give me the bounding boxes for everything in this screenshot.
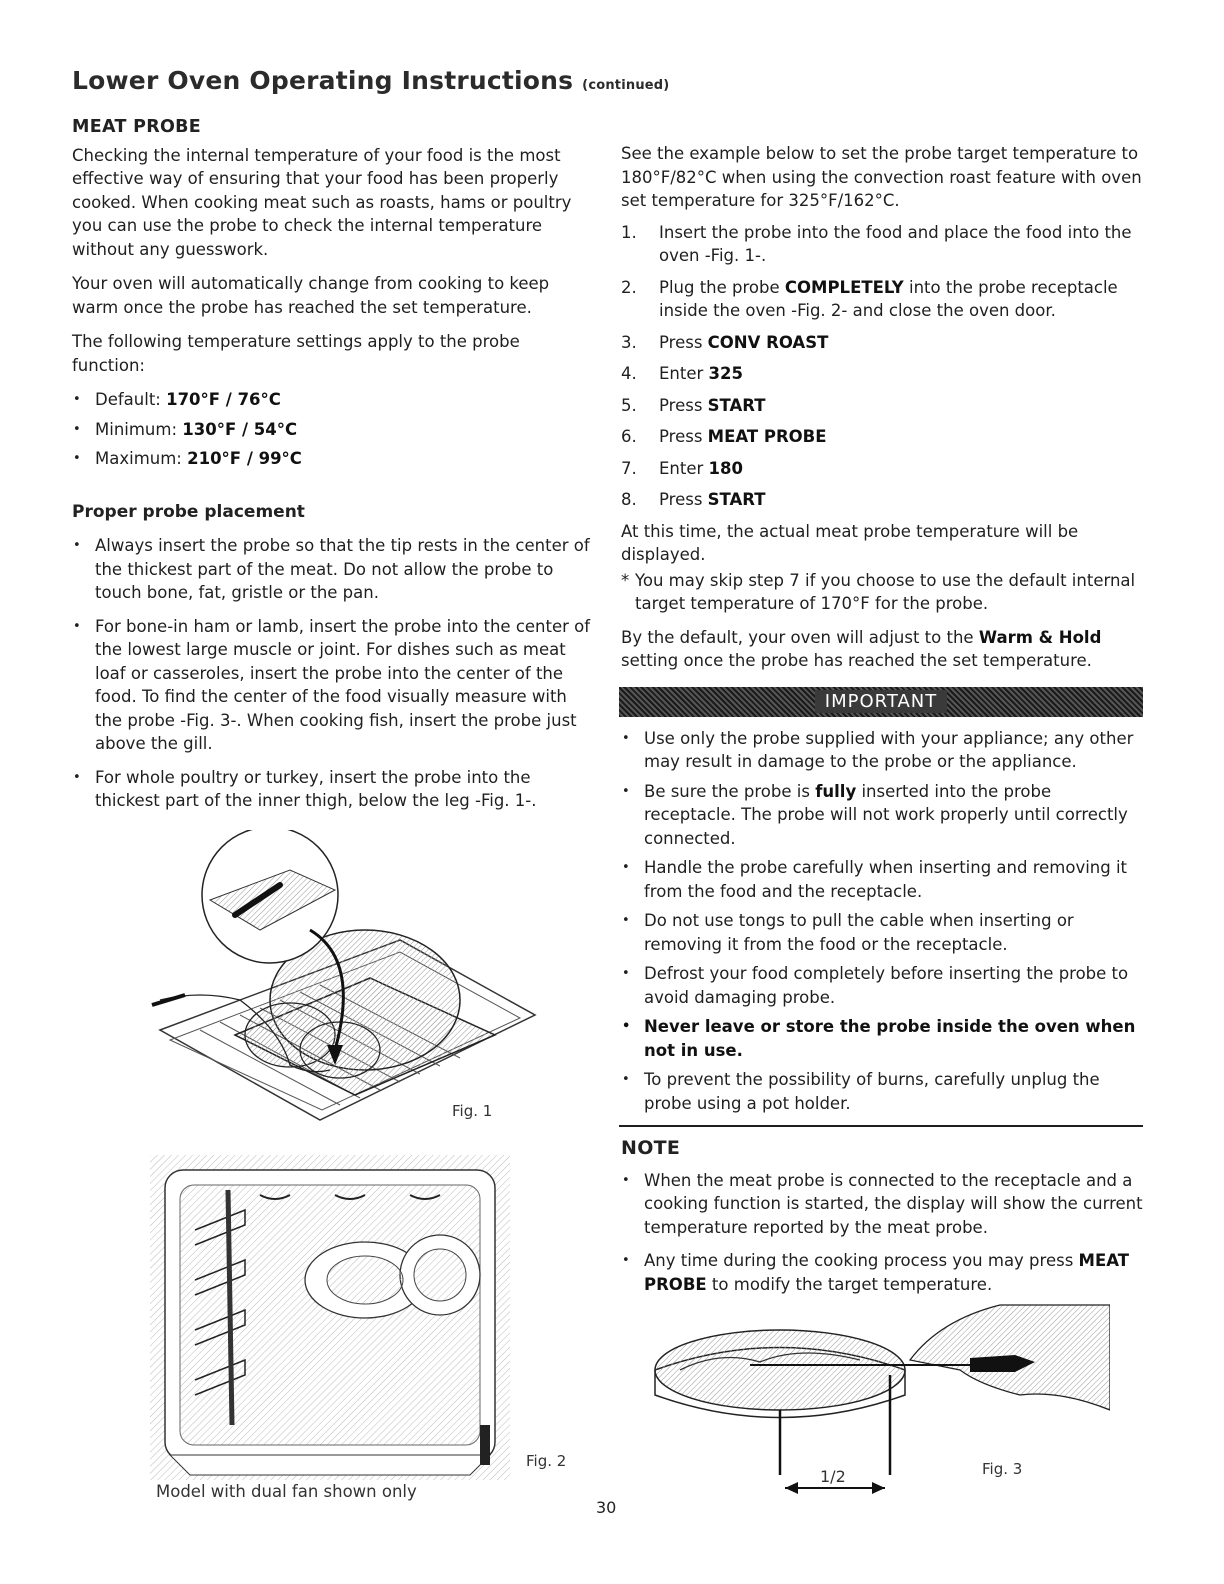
temperature-settings-list [72,388,592,471]
placement-item: • For bone-in ham or lamb, insert the probe into the center of the lowest large muscle or joint. For dishes such as meat loaf or casseroles, insert the probe into the center of the food. To find the center of the food visually measure with the probe -Fig. 3-. When cooking fish, insert the probe just above the gill. [72,615,592,756]
important-item: • Defrost your food completely before inserting the probe to avoid damaging probe. [621,962,1146,1009]
probe-steps-list [621,221,1146,512]
setting-label: Default: [95,390,167,409]
example-intro: See the example below to set the probe target temperature to 180°F/82°C when using the convection roast feature with oven set temperature for 325°F/162°C. [621,144,1142,210]
step-keyword: START [707,490,766,509]
note-item: • When the meat probe is connected to the receptacle and a cooking function is started, the display will show the current temperature reported by the meat probe. [621,1169,1146,1240]
page-title-text: Lower Oven Operating Instructions [72,66,574,95]
step-item [621,457,1146,481]
important-item-warning: • Never leave or store the probe inside the oven when not in use. [621,1015,1146,1062]
step-item [621,331,1146,355]
step-number: 7. [621,458,637,478]
important-keyword: fully [815,781,857,801]
important-title: IMPORTANT [815,690,947,714]
step-text: Press [659,490,708,509]
step-item [621,276,1146,323]
setting-value: 210°F / 99°C [187,449,302,468]
step-item [621,221,1146,268]
fig2-caption: Model with dual fan shown only [156,1482,417,1501]
warm-hold-note [621,626,1146,673]
step-keyword: START [707,395,766,415]
step-text: Enter [659,364,709,383]
settings-intro: The following temperature settings apply to the probe function: [72,332,520,375]
note-heading: NOTE [621,1137,681,1159]
page-number: 30 [596,1498,617,1517]
important-item: • To prevent the possibility of burns, carefully unplug the probe using a pot holder. [621,1068,1146,1115]
fig3-measure-label: 1/2 [820,1467,846,1486]
step-text: Plug the probe [659,277,785,297]
step-number: 5. [621,395,637,415]
step-text: Press [659,332,708,352]
meat-probe-heading: MEAT PROBE [72,117,202,137]
step-number: 3. [621,332,637,352]
step-keyword: CONV ROAST [707,332,829,352]
skip-step-text: You may skip step 7 if you choose to use the default internal target temperature of 170°F for the probe. [635,570,1136,613]
intro-paragraph: Checking the internal temperature of your food is the most effective way of ensuring that your food has been properly cooked. When cooking meat such as roasts, hams or poultry you can use the probe to check the internal temperature without any guesswork. [72,145,572,259]
note-text: Any time during the cooking process you may press [644,1251,1079,1270]
page-title [72,66,669,95]
fig2-label: Fig. 2 [526,1452,567,1470]
warm-hold-text: setting once the probe has reached the set temperature. [621,651,1092,670]
fig3-probe-measure-illustration [640,1300,1110,1505]
display-note: At this time, the actual meat probe temperature will be displayed. [621,521,1079,564]
step-keyword: 180 [708,458,743,478]
placement-item: • Always insert the probe so that the tip rests in the center of the thickest part of the meat. Do not allow the probe to touch bone, fat, gristle or the pan. [72,534,592,605]
setting-maximum [72,447,592,471]
step-text: into the probe receptacle inside the oven -Fig. 2- and close the oven door. [659,277,1118,320]
step-text: Press [659,395,708,415]
important-divider [619,1125,1143,1127]
important-text: inserted into the probe receptacle. The probe will not work properly until correctly connected. [644,781,1128,848]
step-text: Insert the probe into the food and place the food into the oven -Fig. 1-. [659,222,1132,265]
step-item [621,488,1146,512]
step-item [621,394,1146,418]
fig1-label: Fig. 1 [452,1102,493,1120]
warm-hold-text: By the default, your oven will adjust to the [621,627,979,647]
important-item: • Use only the probe supplied with your appliance; any other may result in damage to the probe or the appliance. [621,727,1146,774]
step-item [621,362,1146,386]
setting-value: 170°F / 76°C [166,390,281,409]
placement-heading: Proper probe placement [72,501,305,522]
step-item [621,425,1146,449]
right-column [621,142,1146,1306]
placement-list [72,534,592,813]
note-item [621,1249,1146,1296]
important-item: • Handle the probe carefully when inserting and removing it from the food and the receptacle. [621,856,1146,903]
important-item: • Do not use tongs to pull the cable when inserting or removing it from the food or the receptacle. [621,909,1146,956]
setting-value: 130°F / 54°C [182,419,298,439]
left-column [72,116,592,823]
setting-minimum [72,418,592,442]
step-number: 4. [621,364,637,383]
step-text: Press [659,427,708,446]
step-keyword: 325 [708,364,743,383]
important-list [621,727,1146,1116]
setting-label: Maximum: [95,449,188,468]
step-text: Enter [659,458,709,478]
continued-label: (continued) [582,78,670,93]
note-text: to modify the target temperature. [706,1274,993,1294]
fig2-oven-interior-illustration [150,1155,510,1480]
skip-step-note [621,569,1146,616]
note-keyword: MEAT PROBE [644,1251,1129,1294]
setting-label: Minimum: [95,419,183,439]
important-text: Be sure the probe is [644,781,816,801]
step-keyword: MEAT PROBE [707,427,827,446]
important-banner [619,687,1143,717]
note-list [621,1169,1146,1297]
fig1-poultry-illustration [140,830,550,1130]
fig3-label: Fig. 3 [982,1460,1023,1478]
step-number: 6. [621,427,637,446]
important-item [621,780,1146,851]
setting-default [72,388,592,412]
step-number: 2. [621,277,637,297]
asterisk: * [621,570,630,590]
warm-hold-keyword: Warm & Hold [978,627,1102,647]
step-keyword: COMPLETELY [784,277,904,297]
step-number: 8. [621,490,637,509]
step-number: 1. [621,222,637,242]
keep-warm-paragraph: Your oven will automatically change from cooking to keep warm once the probe has reached the set temperature. [72,274,550,317]
placement-item: • For whole poultry or turkey, insert the probe into the thickest part of the inner thigh, below the leg -Fig. 1-. [72,766,592,813]
